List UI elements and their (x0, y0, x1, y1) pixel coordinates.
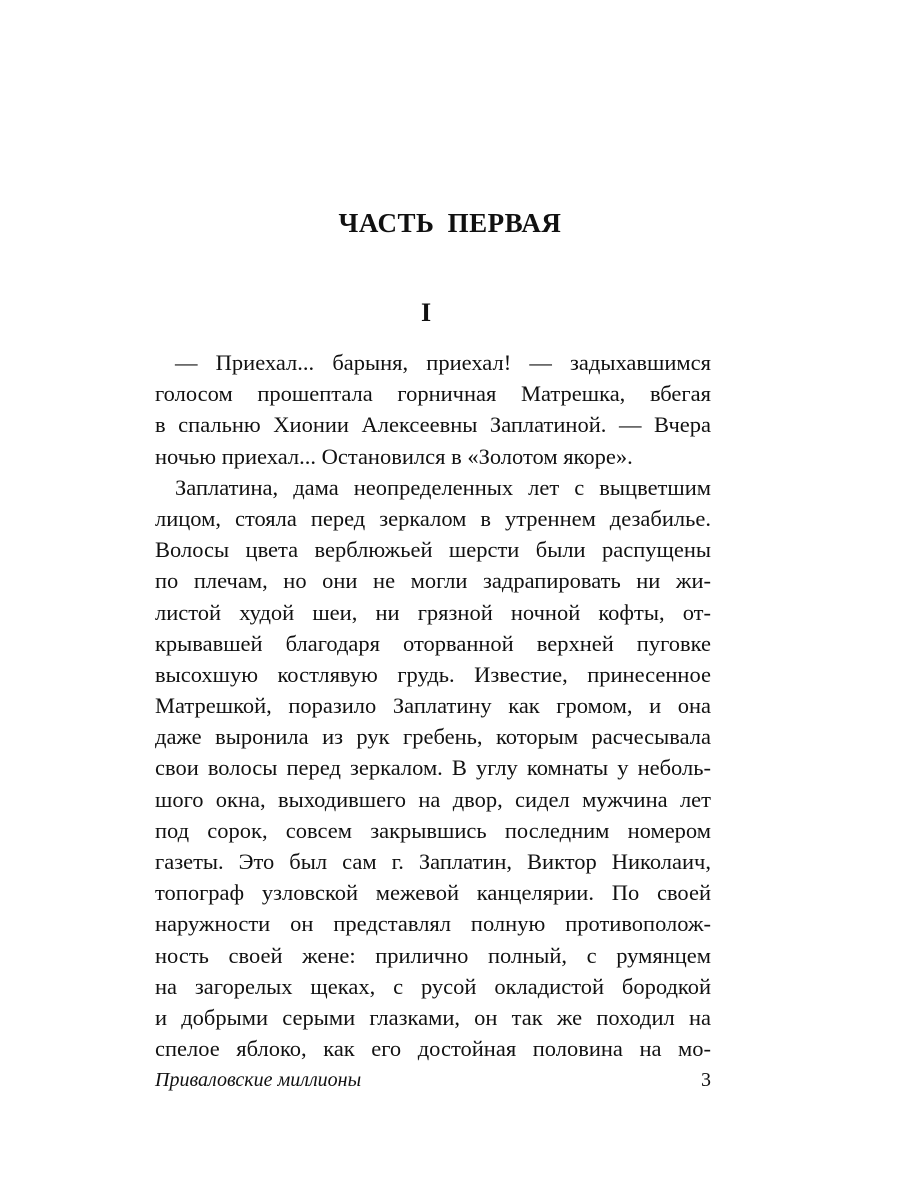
text-line: Заплатина, дама неопределенных лет с выцветшим (175, 474, 711, 500)
text-line: в спальню Хионии Алексеевны Заплатиной. — Вчера (155, 412, 711, 438)
text-line: высохшую костлявую грудь. Известие, принесенное (155, 661, 711, 687)
text-line: спелое яблоко, как его достойная половина на мо- (155, 1036, 711, 1062)
text-line: и добрыми серыми глазками, он так же походил на (155, 1004, 711, 1030)
text-line: Волосы цвета верблюжьей шерсти были распущены (155, 537, 711, 563)
running-footer-title: Приваловские миллионы (155, 1069, 362, 1091)
text-line: газеты. Это был сам г. Заплатин, Виктор Николаич, (155, 849, 711, 874)
text-line: листой худой шеи, ни грязной ночной кофты, от- (155, 599, 711, 625)
text-line: под сорок, совсем закрывшись последним номером (155, 817, 711, 843)
part-title: ЧАСТЬ ПЕРВАЯ (338, 208, 562, 238)
text-line: Матрешкой, поразило Заплатину как громом, и она (155, 693, 711, 719)
text-line: на загорелых щеках, с русой окладистой бородкой (155, 973, 711, 999)
text-line: топограф узловской межевой канцелярии. По своей (155, 880, 711, 906)
text-line: по плечам, но они не могли задрапировать ни жи- (155, 568, 711, 594)
text-line: ность своей жене: прилично полный, с румянцем (155, 942, 711, 968)
text-line: ночью приехал... Остановился в «Золотом якоре». (155, 443, 633, 469)
text-line: голосом прошептала горничная Матрешка, вбегая (155, 381, 711, 407)
chapter-number: I (420, 298, 432, 327)
text-line: крывавшей благодаря оторванной верхней пуговке (155, 630, 711, 656)
page-number: 3 (701, 1069, 711, 1091)
text-line: лицом, стояла перед зеркалом в утреннем дезабилье. (155, 505, 711, 531)
text-line: шого окна, выходившего на двор, сидел мужчина лет (155, 786, 711, 812)
text-line: наружности он представлял полную противополож- (155, 911, 711, 937)
text-line: даже выронила из рук гребень, которым расчесывала (155, 724, 711, 750)
text-line: свои волосы перед зеркалом. В углу комнаты у неболь- (155, 755, 711, 781)
body-text (155, 347, 711, 1064)
text-line: — Приехал... барыня, приехал! — задыхавшимся (175, 350, 711, 375)
